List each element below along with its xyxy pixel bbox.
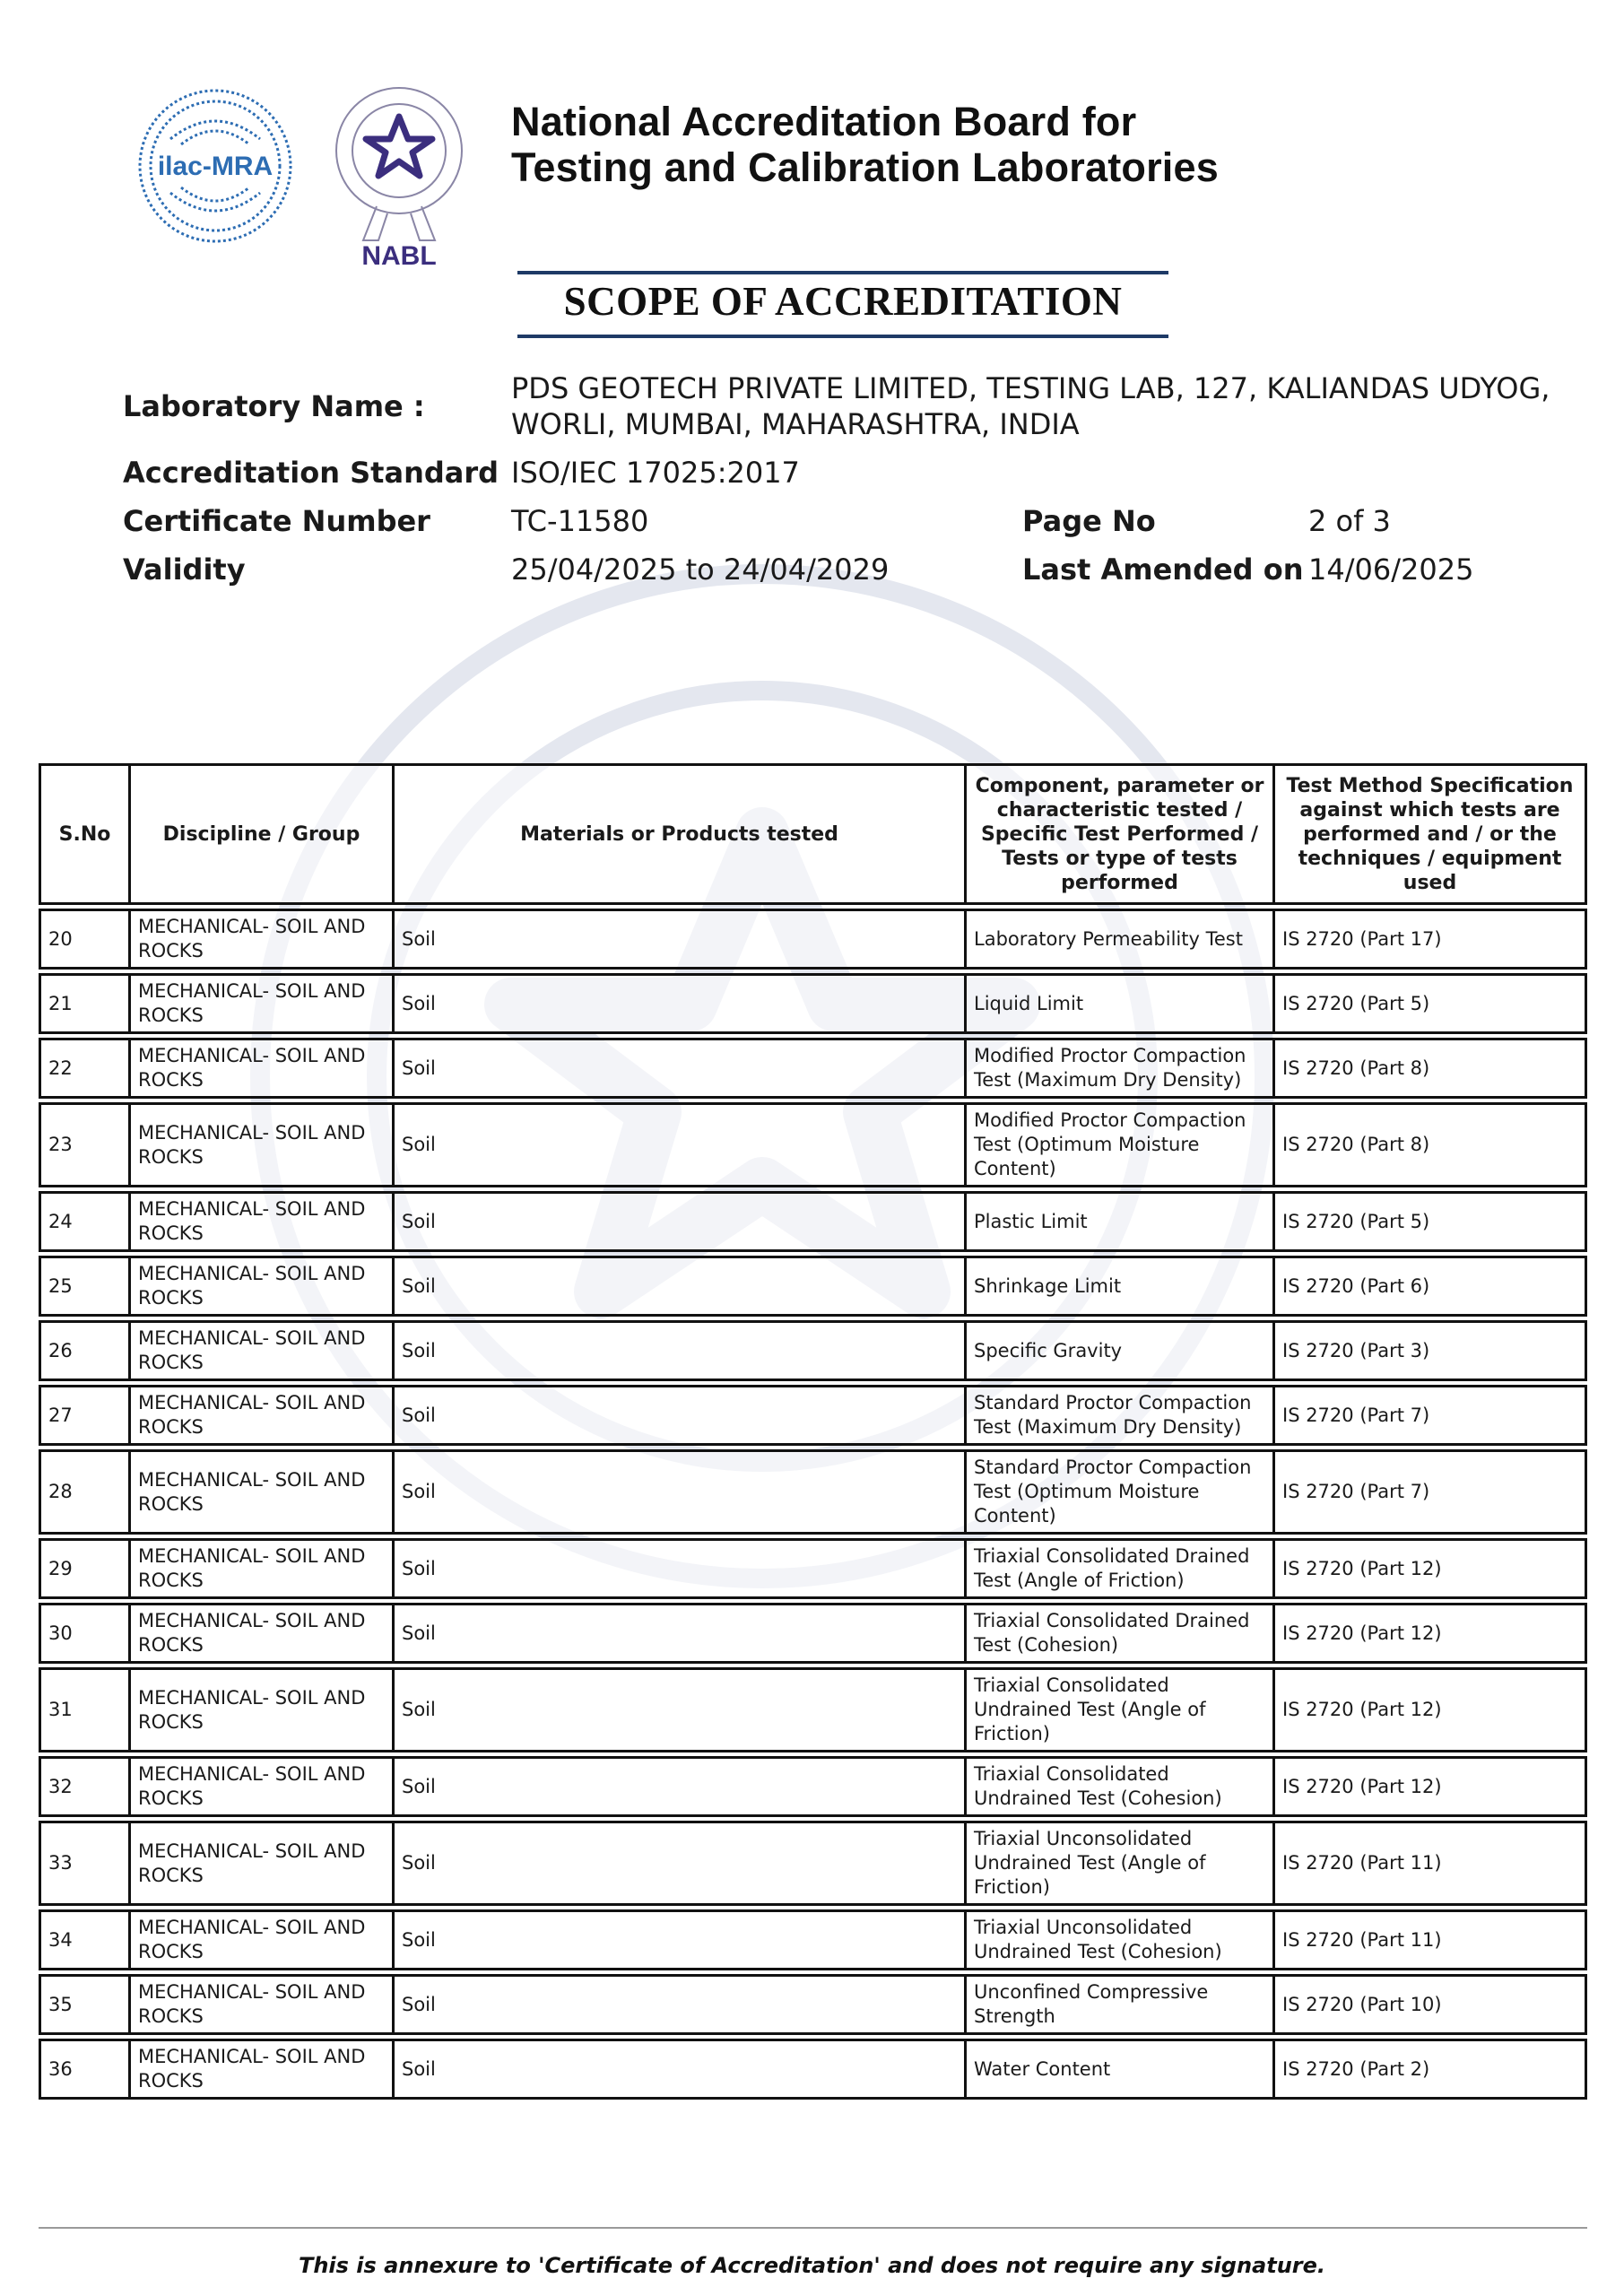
cell-sno: 21 — [39, 973, 131, 1034]
cell-method: IS 2720 (Part 11) — [1275, 1909, 1587, 1970]
cell-material: Soil — [395, 1909, 967, 1970]
cell-material: Soil — [395, 909, 967, 970]
cell-method: IS 2720 (Part 12) — [1275, 1538, 1587, 1599]
cell-sno: 22 — [39, 1038, 131, 1099]
cell-discipline: MECHANICAL- SOIL AND ROCKS — [131, 1538, 395, 1599]
cell-test: Triaxial Unconsolidated Undrained Test (Cohesion) — [967, 1909, 1275, 1970]
cell-material: Soil — [395, 1102, 967, 1187]
cell-material: Soil — [395, 1256, 967, 1317]
cell-sno: 27 — [39, 1385, 131, 1446]
cell-material: Soil — [395, 1038, 967, 1099]
cell-test: Triaxial Consolidated Undrained Test (Cohesion) — [967, 1756, 1275, 1817]
lab-name-line2: WORLI, MUMBAI, MAHARASHTRA, INDIA — [511, 407, 1080, 441]
table-row — [39, 1256, 1587, 1317]
cell-test: Water Content — [967, 2039, 1275, 2100]
cell-sno: 25 — [39, 1256, 131, 1317]
table-row — [39, 1191, 1587, 1252]
col-header-materials: Materials or Products tested — [395, 763, 967, 905]
cell-test: Triaxial Consolidated Drained Test (Cohesion) — [967, 1603, 1275, 1664]
cell-sno: 31 — [39, 1667, 131, 1752]
table-header-row — [39, 763, 1587, 905]
cell-discipline: MECHANICAL- SOIL AND ROCKS — [131, 1667, 395, 1752]
table-row — [39, 1385, 1587, 1446]
cell-sno: 20 — [39, 909, 131, 970]
cell-method: IS 2720 (Part 12) — [1275, 1667, 1587, 1752]
cell-material: Soil — [395, 1756, 967, 1817]
cell-sno: 33 — [39, 1821, 131, 1906]
cell-sno: 23 — [39, 1102, 131, 1187]
table-row — [39, 1538, 1587, 1599]
footer-note: This is annexure to 'Certificate of Accreditation' and does not require any signature. — [298, 2253, 1326, 2278]
cell-method: IS 2720 (Part 8) — [1275, 1038, 1587, 1099]
table-row — [39, 1756, 1587, 1817]
validity-value: 25/04/2025 to 24/04/2029 — [511, 552, 890, 587]
cell-sno: 36 — [39, 2039, 131, 2100]
cell-method: IS 2720 (Part 5) — [1275, 1191, 1587, 1252]
cell-sno: 35 — [39, 1974, 131, 2035]
cell-sno: 32 — [39, 1756, 131, 1817]
table-row — [39, 973, 1587, 1034]
lab-name-line1: PDS GEOTECH PRIVATE LIMITED, TESTING LAB, 127, KALIANDAS UDYOG, — [511, 371, 1550, 405]
cell-test: Modified Proctor Compaction Test (Optimum Moisture Content) — [967, 1102, 1275, 1187]
cell-sno: 24 — [39, 1191, 131, 1252]
cell-method: IS 2720 (Part 7) — [1275, 1385, 1587, 1446]
cell-test: Unconfined Compressive Strength — [967, 1974, 1275, 2035]
page-label: Page No — [1022, 504, 1156, 538]
cell-material: Soil — [395, 1385, 967, 1446]
lab-name-value — [511, 370, 1550, 442]
cell-sno: 30 — [39, 1603, 131, 1664]
cell-test: Standard Proctor Compaction Test (Optimum Moisture Content) — [967, 1449, 1275, 1535]
cell-discipline: MECHANICAL- SOIL AND ROCKS — [131, 973, 395, 1034]
cell-discipline: MECHANICAL- SOIL AND ROCKS — [131, 2039, 395, 2100]
scope-title: SCOPE OF ACCREDITATION — [563, 279, 1123, 324]
org-title-line2: Testing and Calibration Laboratories — [511, 144, 1219, 190]
org-title-line1: National Accreditation Board for — [511, 99, 1137, 144]
organization-title — [511, 99, 1219, 190]
cell-material: Soil — [395, 973, 967, 1034]
table-row — [39, 1909, 1587, 1970]
certificate-value: TC-11580 — [511, 504, 649, 538]
cell-material: Soil — [395, 1667, 967, 1752]
cell-test: Modified Proctor Compaction Test (Maximum Dry Density) — [967, 1038, 1275, 1099]
cell-test: Laboratory Permeability Test — [967, 909, 1275, 970]
footer-rule — [39, 2227, 1587, 2229]
svg-text:ilac-MRA: ilac-MRA — [157, 152, 274, 181]
cell-discipline: MECHANICAL- SOIL AND ROCKS — [131, 1256, 395, 1317]
validity-label: Validity — [123, 552, 246, 587]
cell-material: Soil — [395, 2039, 967, 2100]
cell-method: IS 2720 (Part 8) — [1275, 1102, 1587, 1187]
cell-sno: 34 — [39, 1909, 131, 1970]
cell-method: IS 2720 (Part 5) — [1275, 973, 1587, 1034]
cell-material: Soil — [395, 1538, 967, 1599]
cell-sno: 28 — [39, 1449, 131, 1535]
cell-method: IS 2720 (Part 2) — [1275, 2039, 1587, 2100]
nabl-logo-icon — [323, 81, 475, 274]
cell-test: Triaxial Consolidated Drained Test (Angle of Friction) — [967, 1538, 1275, 1599]
cell-test: Specific Gravity — [967, 1320, 1275, 1381]
table-row — [39, 1102, 1587, 1187]
cell-test: Liquid Limit — [967, 973, 1275, 1034]
cell-discipline: MECHANICAL- SOIL AND ROCKS — [131, 1974, 395, 2035]
cell-discipline: MECHANICAL- SOIL AND ROCKS — [131, 1320, 395, 1381]
cell-sno: 29 — [39, 1538, 131, 1599]
cell-material: Soil — [395, 1821, 967, 1906]
table-row — [39, 1974, 1587, 2035]
cell-material: Soil — [395, 1320, 967, 1381]
last-amended-value: 14/06/2025 — [1308, 552, 1474, 587]
cell-method: IS 2720 (Part 11) — [1275, 1821, 1587, 1906]
col-header-discipline: Discipline / Group — [131, 763, 395, 905]
standard-label: Accreditation Standard — [123, 456, 499, 490]
cell-sno: 26 — [39, 1320, 131, 1381]
cell-discipline: MECHANICAL- SOIL AND ROCKS — [131, 1385, 395, 1446]
table-row — [39, 1320, 1587, 1381]
cell-method: IS 2720 (Part 6) — [1275, 1256, 1587, 1317]
cell-discipline: MECHANICAL- SOIL AND ROCKS — [131, 1191, 395, 1252]
standard-value: ISO/IEC 17025:2017 — [511, 456, 800, 490]
col-header-method: Test Method Specification against which tests are performed and / or the techniques / equipment used — [1275, 763, 1587, 905]
cell-method: IS 2720 (Part 10) — [1275, 1974, 1587, 2035]
cell-test: Standard Proctor Compaction Test (Maximum Dry Density) — [967, 1385, 1275, 1446]
col-header-component: Component, parameter or characteristic tested / Specific Test Performed / Tests or type of tests performed — [967, 763, 1275, 905]
cell-test: Plastic Limit — [967, 1191, 1275, 1252]
table-row — [39, 1667, 1587, 1752]
scope-top-rule — [517, 271, 1168, 274]
table-row — [39, 1603, 1587, 1664]
cell-method: IS 2720 (Part 12) — [1275, 1756, 1587, 1817]
cell-method: IS 2720 (Part 12) — [1275, 1603, 1587, 1664]
col-header-sno: S.No — [39, 763, 131, 905]
table-row — [39, 2039, 1587, 2100]
cell-discipline: MECHANICAL- SOIL AND ROCKS — [131, 1603, 395, 1664]
svg-text:NABL: NABL — [361, 241, 437, 271]
cell-method: IS 2720 (Part 17) — [1275, 909, 1587, 970]
cell-discipline: MECHANICAL- SOIL AND ROCKS — [131, 1756, 395, 1817]
table-row — [39, 1821, 1587, 1906]
scope-bottom-rule — [517, 335, 1168, 338]
cell-discipline: MECHANICAL- SOIL AND ROCKS — [131, 909, 395, 970]
cell-test: Triaxial Unconsolidated Undrained Test (Angle of Friction) — [967, 1821, 1275, 1906]
last-amended-label: Last Amended on — [1022, 552, 1304, 587]
table-row — [39, 1449, 1587, 1535]
cell-discipline: MECHANICAL- SOIL AND ROCKS — [131, 1909, 395, 1970]
cell-method: IS 2720 (Part 7) — [1275, 1449, 1587, 1535]
cell-discipline: MECHANICAL- SOIL AND ROCKS — [131, 1038, 395, 1099]
scope-table — [39, 760, 1587, 2103]
ilac-mra-logo-icon — [135, 85, 296, 247]
table-row — [39, 1038, 1587, 1099]
cell-material: Soil — [395, 1191, 967, 1252]
cell-discipline: MECHANICAL- SOIL AND ROCKS — [131, 1102, 395, 1187]
table-row — [39, 909, 1587, 970]
page-value: 2 of 3 — [1308, 504, 1391, 538]
cell-discipline: MECHANICAL- SOIL AND ROCKS — [131, 1821, 395, 1906]
certificate-label: Certificate Number — [123, 504, 430, 538]
lab-name-label: Laboratory Name : — [123, 389, 425, 423]
cell-method: IS 2720 (Part 3) — [1275, 1320, 1587, 1381]
cell-material: Soil — [395, 1449, 967, 1535]
cell-material: Soil — [395, 1974, 967, 2035]
cell-discipline: MECHANICAL- SOIL AND ROCKS — [131, 1449, 395, 1535]
cell-test: Triaxial Consolidated Undrained Test (Angle of Friction) — [967, 1667, 1275, 1752]
cell-material: Soil — [395, 1603, 967, 1664]
cell-test: Shrinkage Limit — [967, 1256, 1275, 1317]
